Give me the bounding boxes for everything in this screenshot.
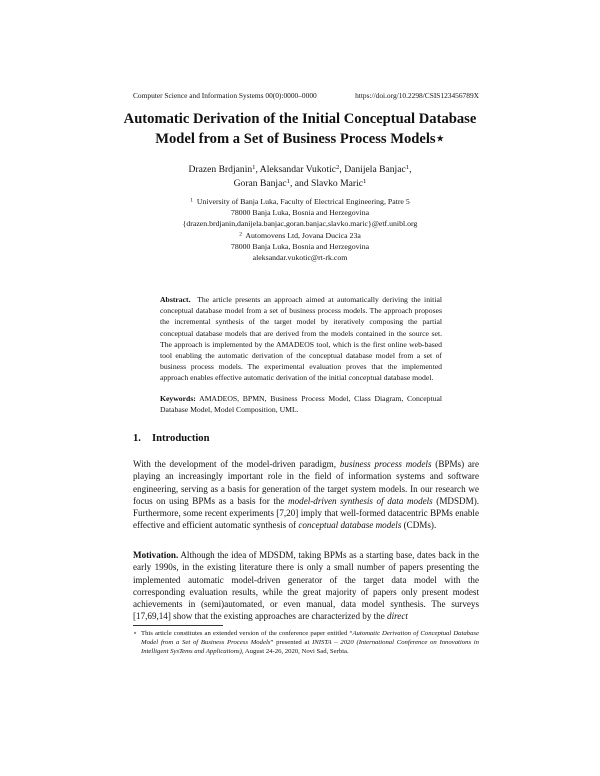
author-affiliation-mark: 1 (252, 163, 256, 171)
title-line-1: Automatic Derivation of the Initial Conceptual Database (123, 111, 477, 127)
author-affiliation-mark: 1 (405, 163, 410, 171)
title-footnote-mark: ⋆ (435, 131, 445, 147)
author-affiliation-mark: 1 (286, 177, 290, 185)
abstract (160, 294, 442, 384)
author-affiliation-mark: 2 (336, 163, 340, 171)
intro-paragraph-1: With the development of the model-driven paradigm, business process models (BPMs) are playing an increasingly important role in the field of information systems and software engineering, serving as a basis for generation of the target system models. In our research we focus on using BPMs as a basis for the model-driven synthesis of data models (MDSDM). Furthermore, some recent experiments [7,20] imply that well-formed datacentric BPMs enable effective and efficient automatic synthesis of conceptual database models (CDMs). (133, 459, 480, 531)
affiliation-2-line-1: $^2$ Automovens Ltd, Jovana Ducica 23a (239, 230, 361, 240)
footnote-rule (133, 625, 223, 626)
author-name: Goran Banjac (233, 178, 287, 189)
author-list (120, 163, 480, 191)
paper-title (120, 109, 480, 149)
title-line-2 (120, 129, 480, 149)
section-title: Introduction (152, 433, 210, 444)
footnote: ⋆ This article constitutes an extended version of the conference paper entitled “Automatic Derivation of Conceptual Database Model from a Set of Business Process Models” presented at INISTA – 2020 (International Conference on Innovations in Intelligent SysTems and Applications), August 24-26, 2020, Novi Sad, Serbia. (133, 630, 480, 655)
keywords-text: AMADEOS, BPMN, Business Process Model, Class Diagram, Conceptual Database Model, Model Composition, UML. (160, 394, 443, 415)
author-affiliation-mark: 1 (363, 177, 367, 185)
author-name: Drazen Brdjanin (188, 164, 253, 175)
title-line-2-text: Model from a Set of Business Process Models (155, 131, 436, 147)
author-name: Danijela Banjac (344, 164, 406, 175)
doi-link[interactable]: https://doi.org/10.2298/CSIS123456789X (355, 91, 479, 100)
motivation-label: Motivation. (133, 550, 179, 560)
affiliation-1-line-1: $^1$ University of Banja Luka, Faculty of Electrical Engineering, Patre 5 (190, 197, 410, 206)
affiliation-1-email[interactable]: {drazen.brdjanin,danijela.banjac,goran.banjac,slavko.maric}@etf.unibl.org (182, 219, 418, 229)
author-name: Aleksandar Vukotic (259, 164, 337, 175)
keywords-label: Keywords: (160, 394, 196, 403)
affiliation-2-email[interactable]: aleksandar.vukotic@rt-rk.com (252, 253, 348, 263)
author-name: Slavko Maric (311, 178, 364, 189)
section-number: 1. (133, 433, 141, 444)
keywords (160, 393, 442, 415)
author-line-1: Drazen Brdjanin$^1$, Aleksandar Vukotic$^2$, Danijela Banjac$^1$, (188, 163, 412, 175)
abstract-text: The article presents an approach aimed at automatically deriving the initial conceptual database model from a set of business process models. The approach proposes the incremental synthesis of the target model by iteratively composing the partial conceptual database models that are derived from the models contained in the source set. The approach is implemented by the AMADEOS tool, which is the first online web-based tool enabling the automatic derivation of the conceptual database model from a set of business process models. The experimental evaluation proves that the implemented approach enables effective automatic derivation of the initial conceptual database model. (160, 295, 442, 383)
affiliation-mark: 2 (239, 231, 242, 238)
abstract-label: Abstract. (160, 295, 191, 304)
affiliation-mark: 1 (190, 197, 193, 204)
intro-paragraph-2: Motivation. Although the idea of MDSDM, taking BPMs as a starting base, dates back in the early 1990s, in the existing literature there is only a small number of papers presenting the implemented automatic model-driven generator of the target data model with the corresponding evaluation results, while the great majority of papers only present modest achievements in (semi)automated, or even manual, data model synthesis. The surveys [17,69,14] show that the existing approaches are characterized by the direct (133, 550, 479, 622)
footnote-mark: ⋆ (133, 630, 138, 637)
author-line-2: Goran Banjac$^1$, and Slavko Maric$^1$ (233, 177, 367, 189)
affiliation-1-line-2: 78000 Banja Luka, Bosnia and Herzegovina (230, 208, 370, 218)
section-heading (133, 433, 210, 444)
affiliation-2-line-2: 78000 Banja Luka, Bosnia and Herzegovina (230, 241, 370, 251)
journal-citation: Computer Science and Information Systems 00(0):0000–0000 (133, 91, 317, 100)
affiliations (120, 196, 480, 263)
running-header (133, 91, 479, 100)
